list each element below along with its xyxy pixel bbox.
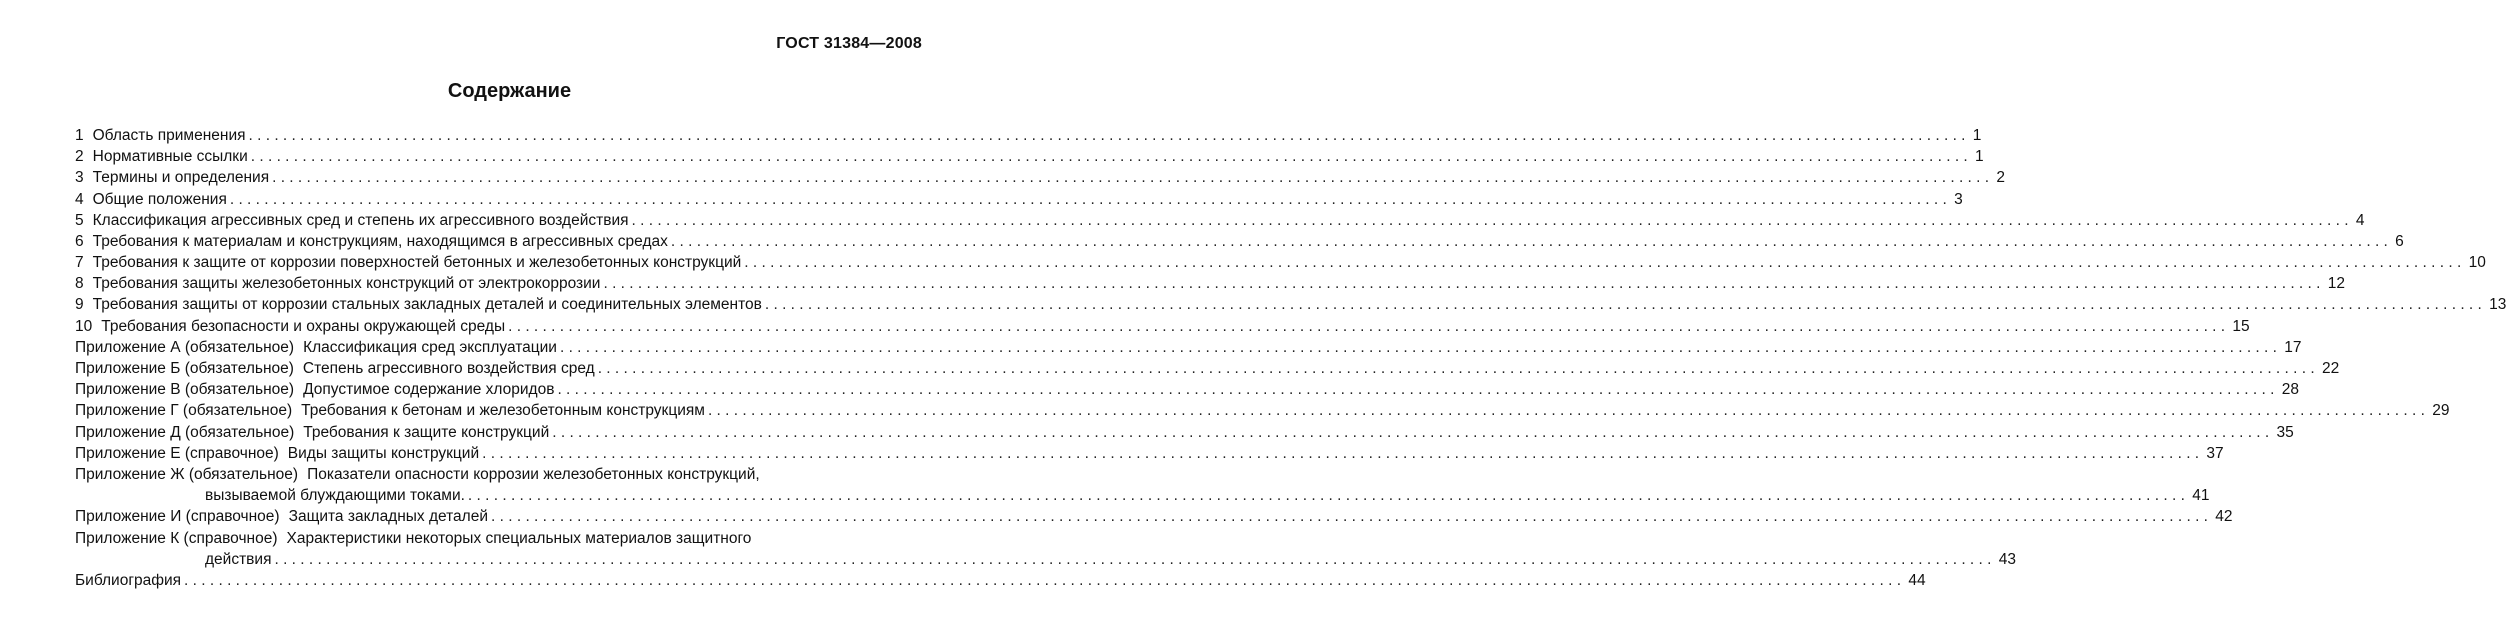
dot-leader: ........................................................................................................................................................................................................ <box>552 423 2274 441</box>
toc-entry-title: Термины и определения <box>92 169 270 187</box>
toc-entry-continuation[interactable] <box>75 549 2016 570</box>
toc-entry-number: Приложение Д (обязательное) <box>75 423 295 441</box>
toc-entry[interactable] <box>75 167 2005 188</box>
toc-entry-page: 37 <box>2206 444 2224 462</box>
toc-entry-title: Библиография <box>75 571 182 589</box>
toc-entry-title: Требования безопасности и охраны окружающей среды <box>101 317 506 335</box>
toc-entry[interactable] <box>75 295 2506 316</box>
toc-entry-title-cont: вызываемой блуждающими токами. <box>205 487 465 505</box>
dot-leader: ........................................................................................................................................................................................................ <box>603 275 2325 293</box>
toc-entry-title: Допустимое содержание хлоридов <box>303 381 555 399</box>
toc-entry-page: 2 <box>1996 169 2005 187</box>
toc-entry-number: Приложение Б (обязательное) <box>75 360 294 378</box>
toc-entry-title: Классификация агрессивных сред и степень их агрессивного воздействия <box>92 211 629 229</box>
toc-entry-number: 3 <box>75 169 84 187</box>
toc-entry[interactable] <box>75 231 2404 252</box>
toc-entry-number: 6 <box>75 232 84 250</box>
toc-entry-number: 5 <box>75 211 84 229</box>
toc-entry-title: Требования защиты железобетонных конструкций от электрокоррозии <box>92 275 601 293</box>
toc-entry[interactable] <box>75 252 2486 273</box>
toc-entry-number: 10 <box>75 317 93 335</box>
toc-entry-page: 3 <box>1954 190 1963 208</box>
toc-entry-title: Область применения <box>92 126 246 144</box>
standard-number: ГОСТ 31384—2008 <box>776 35 922 52</box>
dot-leader: ........................................................................................................................................................................................................ <box>482 444 2204 462</box>
toc-entry-title: Защита закладных деталей <box>288 508 489 526</box>
toc-entry-page: 28 <box>2281 381 2299 399</box>
toc-entry-number: 2 <box>75 148 84 166</box>
toc-entry[interactable] <box>75 210 2365 231</box>
dot-leader: ........................................................................................................................................................................................................ <box>248 126 1970 144</box>
toc-entry-number: 9 <box>75 296 84 314</box>
toc-entry-page: 29 <box>2432 402 2450 420</box>
dot-leader: ........................................................................................................................................................................................................ <box>184 571 1906 589</box>
toc-entry-title: Требования защиты от коррозии стальных закладных деталей и соединительных элементов <box>92 296 762 314</box>
toc-entry-page: 35 <box>2276 423 2294 441</box>
toc-entry-title: Классификация сред эксплуатации <box>303 338 557 356</box>
toc-entry[interactable] <box>75 443 2224 464</box>
toc-entry-number: Приложение К (справочное) <box>75 529 278 547</box>
toc-entry-title: Требования к защите конструкций <box>303 423 550 441</box>
toc-entry-title: Виды защиты конструкций <box>287 444 480 462</box>
toc-entry[interactable] <box>75 316 2250 337</box>
dot-leader: ........................................................................................................................................................................................................ <box>467 487 2190 505</box>
toc-entry-continuation[interactable] <box>75 485 2210 506</box>
dot-leader: ........................................................................................................................................................................................................ <box>274 550 1996 568</box>
toc-entry[interactable] <box>75 146 1984 167</box>
dot-leader: ........................................................................................................................................................................................................ <box>272 169 1994 187</box>
dot-leader: ........................................................................................................................................................................................................ <box>491 508 2213 526</box>
dot-leader: ........................................................................................................................................................................................................ <box>631 211 2353 229</box>
toc-entry-title: Степень агрессивного воздействия сред <box>302 360 595 378</box>
toc-entry-page: 22 <box>2321 360 2340 378</box>
dot-leader: ........................................................................................................................................................................................................ <box>229 190 1952 208</box>
toc-entry-number: 8 <box>75 275 84 293</box>
dot-leader: ........................................................................................................................................................................................................ <box>597 360 2319 378</box>
toc-entry-title: Требования к бетонам и железобетонным конструкциям <box>301 402 705 420</box>
toc-entry-number: 7 <box>75 254 84 272</box>
toc-entry[interactable] <box>75 273 2345 294</box>
toc-entry-number: Приложение А (обязательное) <box>75 338 295 356</box>
toc-entry-page: 12 <box>2327 275 2345 293</box>
toc-entry[interactable] <box>75 570 1926 591</box>
toc-entry-page: 1 <box>1972 126 1982 144</box>
page-title: Содержание <box>447 80 572 102</box>
dot-leader: ........................................................................................................................................................................................................ <box>744 254 2466 272</box>
toc-entry-number: Приложение Ж (обязательное) <box>75 465 299 483</box>
toc-entry-title: Требования к материалам и конструкциям, находящимся в агрессивных средах <box>92 232 668 250</box>
toc-entry[interactable] <box>75 189 1963 210</box>
toc-entry-number: Приложение Г (обязательное) <box>75 402 293 420</box>
toc-entry-number: Приложение В (обязательное) <box>75 381 295 399</box>
dot-leader: ........................................................................................................................................................................................................ <box>764 296 2487 314</box>
toc-entry-page: 41 <box>2192 487 2210 505</box>
toc-entry-page: 43 <box>1998 550 2016 568</box>
toc-entry-number: Приложение Е (справочное) <box>75 444 279 462</box>
toc-entry-page: 10 <box>2468 254 2486 272</box>
dot-leader: ........................................................................................................................................................................................................ <box>559 338 2282 356</box>
toc-entry-title: Нормативные ссылки <box>92 148 248 166</box>
dot-leader: ........................................................................................................................................................................................................ <box>250 148 1973 166</box>
toc-entry-page: 1 <box>1975 148 1984 166</box>
dot-leader: ........................................................................................................................................................................................................ <box>707 402 2430 420</box>
toc-entry-number: 4 <box>75 190 84 208</box>
table-of-contents <box>75 125 2506 591</box>
toc-entry-page: 6 <box>2395 232 2404 250</box>
toc-entry[interactable] <box>75 506 2233 527</box>
toc-entry-title-cont: действия <box>205 550 272 568</box>
toc-entry[interactable] <box>75 422 2294 443</box>
toc-entry-page: 4 <box>2355 211 2365 229</box>
toc-entry[interactable] <box>75 125 1982 146</box>
toc-entry-title: Показатели опасности коррозии железобетонных конструкций, <box>307 465 760 483</box>
toc-entry-number: Приложение И (справочное) <box>75 508 280 526</box>
dot-leader: ........................................................................................................................................................................................................ <box>557 381 2279 399</box>
toc-entry-page: 42 <box>2215 508 2233 526</box>
toc-entry[interactable] <box>75 337 2302 358</box>
toc-entry[interactable] <box>75 379 2299 400</box>
toc-entry[interactable] <box>75 400 2450 421</box>
toc-entry[interactable] <box>75 464 923 485</box>
toc-entry-page: 44 <box>1908 571 1926 589</box>
toc-entry-title: Характеристики некоторых специальных материалов защитного <box>286 529 752 547</box>
toc-entry[interactable] <box>75 528 923 549</box>
toc-entry[interactable] <box>75 358 2340 379</box>
toc-entry-title: Требования к защите от коррозии поверхностей бетонных и железобетонных конструкций <box>92 254 742 272</box>
toc-entry-page: 13 <box>2489 296 2506 314</box>
dot-leader: ........................................................................................................................................................................................................ <box>670 232 2393 250</box>
toc-entry-number: 1 <box>75 126 84 144</box>
toc-entry-title: Общие положения <box>92 190 227 208</box>
dot-leader: ........................................................................................................................................................................................................ <box>508 317 2230 335</box>
toc-entry-page: 17 <box>2284 338 2302 356</box>
toc-entry-page: 15 <box>2232 317 2250 335</box>
